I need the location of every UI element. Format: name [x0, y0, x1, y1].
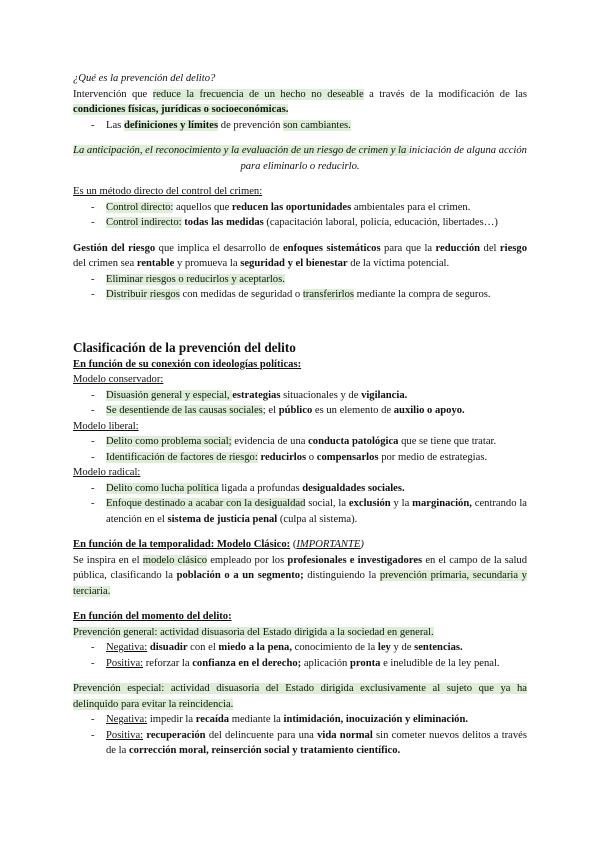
special-list	[73, 712, 527, 759]
method-heading: Es un método directo del control del crimen:	[73, 186, 263, 197]
question-heading: ¿Qué es la prevención del delito?	[73, 73, 216, 84]
list-item: - Negativa: disuadir con el miedo a la pena, conocimiento de la ley y de sentencias.	[73, 640, 527, 656]
list-item: - Se desentiende de las causas sociales; el público es un elemento de auxilio o apoyo.	[73, 403, 527, 419]
list-item: - Delito como problema social; evidencia de una conducta patológica que se tiene que tratar.	[73, 434, 527, 450]
list-item: - Eliminar riesgos o reducirlos y aceptarlos.	[73, 272, 527, 288]
list-item: - Distribuir riesgos con medidas de seguridad o transferirlos mediante la compra de seguros.	[73, 287, 527, 303]
temporal-heading: En función de la temporalidad: Modelo Clásico: (IMPORTANTE)	[73, 539, 364, 550]
moment-heading: En función del momento del delito:	[73, 611, 232, 622]
document-body	[73, 71, 527, 759]
special-prevention: Prevención especial: actividad disuasoria del Estado dirigida exclusivamente al sujeto que ya ha delinquido para evitar la reincidencia.	[73, 683, 527, 710]
model-heading-conservative: Modelo conservador:	[73, 374, 164, 385]
temporal-paragraph: Se inspira en el modelo clásico empleado por los profesionales e investigadores en el campo de la salud pública, clasificando la población o a un segmento; distinguiendo la prevención primaria, secundaria y terciaria.	[73, 554, 528, 597]
list-item: - Control directo: aquellos que reducen las oportunidades ambientales para el crimen.	[73, 200, 527, 216]
list-item: - Identificación de factores de riesgo: reducirlos o compensarlos por medio de estrategias.	[73, 450, 527, 466]
liberal-list	[73, 434, 527, 465]
definition-list	[73, 118, 527, 134]
list-item: - Delito como lucha política ligada a profundas desigualdades sociales.	[73, 481, 527, 497]
quote-paragraph: La anticipación, el reconocimiento y la evaluación de un riesgo de crimen y la iniciación de alguna acción para eliminarlo o reducirlo.	[73, 145, 527, 172]
list-item: - Control indirecto: todas las medidas (capacitación laboral, policía, educación, libertades…)	[73, 215, 527, 231]
model-heading-radical: Modelo radical:	[73, 467, 141, 478]
list-item: - Disuasión general y especial, estrategias situacionales y de vigilancia.	[73, 388, 527, 404]
list-item: - Negativa: impedir la recaída mediante la intimidación, inocuización y eliminación.	[73, 712, 527, 728]
list-item: - Las definiciones y límites de prevención son cambiantes.	[73, 118, 527, 134]
definition-paragraph: Intervención que reduce la frecuencia de un hecho no deseable a través de la modificación de las condiciones físicas, jurídicas o socioeconómicas.	[73, 88, 527, 115]
conservative-list	[73, 388, 527, 419]
general-prevention: Prevención general: actividad disuasoria del Estado dirigida a la sociedad en general.	[73, 626, 434, 638]
subsection-heading: En función de su conexión con ideologías políticas:	[73, 358, 302, 370]
list-item: - Positiva: reforzar la confianza en el derecho; aplicación pronta e ineludible de la ley penal.	[73, 656, 527, 672]
general-list	[73, 640, 527, 671]
list-item: - Positiva: recuperación del delincuente para una vida normal sin cometer nuevos delitos a través de la corrección moral, reinserción social y tratamiento científico.	[73, 728, 527, 759]
method-list	[73, 200, 527, 231]
radical-list	[73, 481, 527, 528]
model-heading-liberal: Modelo liberal:	[73, 420, 139, 432]
section-title: Clasificación de la prevención del delito	[73, 339, 296, 355]
risk-list	[73, 272, 527, 303]
list-item: - Enfoque destinado a acabar con la desigualdad social, la exclusión y la marginación, centrando la atención en el sistema de justicia penal (culpa al sistema).	[73, 496, 527, 527]
risk-paragraph: Gestión del riesgo que implica el desarrollo de enfoques sistemáticos para que la reducción del riesgo del crimen sea rentable y promueva la seguridad y el bienestar de la víctima potencial.	[73, 242, 527, 269]
